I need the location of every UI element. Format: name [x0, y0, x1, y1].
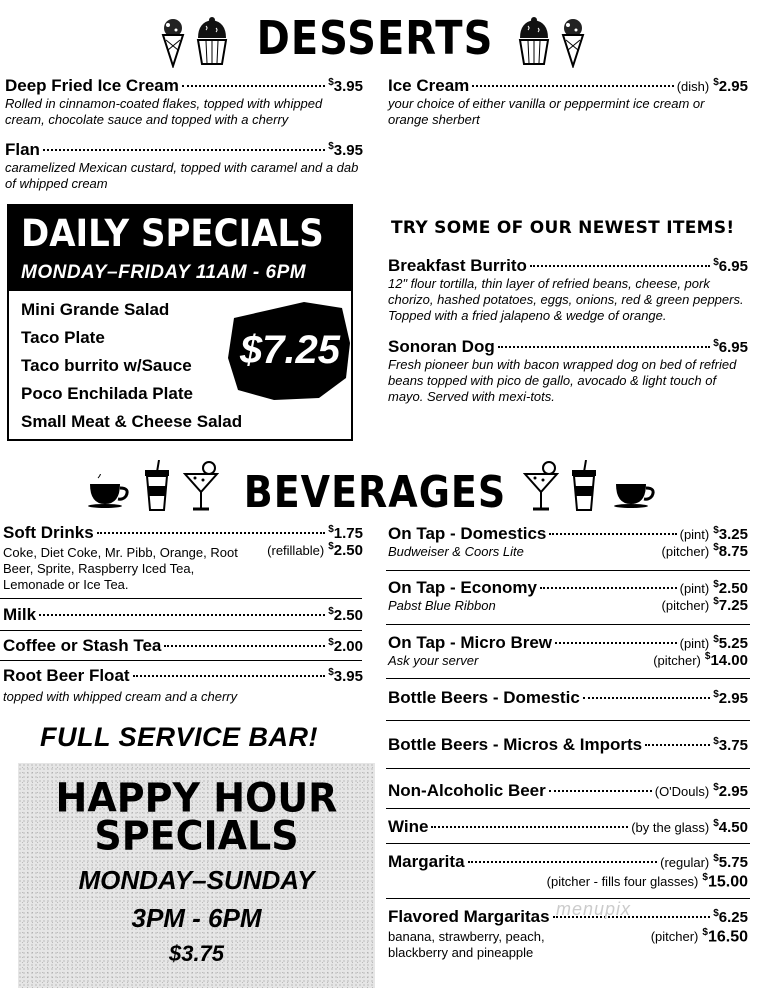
item-name: Non-Alcoholic Beer — [388, 781, 546, 800]
item-name: Root Beer Float — [3, 666, 130, 685]
item-price: 2.95 — [718, 690, 748, 707]
item-name: Bottle Beers - Domestic — [388, 688, 580, 707]
item-price: 7.25 — [718, 597, 748, 614]
item-price: 6.25 — [718, 909, 748, 926]
coffee-cup-icon — [612, 474, 658, 513]
desserts-title: DESSERTS — [256, 12, 494, 66]
divider — [386, 678, 750, 679]
item-name: Margarita — [388, 852, 465, 871]
item-size-note: (O'Douls) — [654, 784, 710, 799]
leader-dots — [431, 826, 628, 828]
item-price: 3.25 — [718, 526, 748, 543]
item-price: 3.75 — [718, 737, 748, 754]
cupcake-icon — [516, 16, 552, 71]
menu-item: Bottle Beers - Micros & Imports $3.75 — [388, 735, 748, 754]
item-name: Flan — [5, 140, 40, 159]
leader-dots — [645, 744, 710, 746]
special-item: Poco Enchilada Plate — [21, 384, 193, 403]
happy-hour-price: $3.75 — [168, 941, 225, 966]
happy-hour-title: HAPPY HOUR — [55, 774, 338, 822]
divider — [386, 720, 750, 721]
soda-cup-icon — [570, 460, 598, 517]
menu-item: Wine (by the glass) $4.50 — [388, 817, 748, 836]
leader-dots — [97, 532, 326, 534]
item-price: 15.00 — [707, 873, 748, 891]
item-price: 16.50 — [707, 928, 748, 946]
leader-dots — [468, 861, 658, 863]
special-item: Taco Plate — [21, 328, 105, 347]
ice-cream-cone-icon — [560, 18, 586, 73]
divider — [0, 598, 362, 599]
leader-dots — [472, 85, 673, 87]
divider — [0, 660, 362, 661]
item-size-note: (pint) — [679, 527, 710, 542]
menu-item: Flan $3.95 — [5, 140, 363, 159]
menu-item: Sonoran Dog $6.95 — [388, 337, 748, 356]
item-price: 2.50 — [333, 542, 363, 559]
menu-item-refill: (refillable) $2.50 — [267, 541, 363, 559]
menu-item-pitcher: (pitcher) $16.50 — [650, 927, 748, 946]
item-description: Pabst Blue Ribbon — [388, 598, 496, 613]
item-description: 12" flour tortilla, thin layer of refried beans, cheese, pork chorizo, hashed potatoes, eggs, onions, red & green peppers. Topped with a fried jalapeno & wedge of orange. — [388, 276, 744, 323]
daily-specials-box — [7, 204, 353, 441]
divider — [386, 843, 750, 844]
divider — [386, 808, 750, 809]
item-price: 3.95 — [333, 142, 363, 159]
item-description: topped with whipped cream and a cherry — [3, 689, 238, 704]
menu-item-pitcher: (pitcher - fills four glasses) $15.00 — [546, 872, 748, 891]
item-name: On Tap - Domestics — [388, 524, 547, 543]
item-size-note: (pitcher) — [661, 544, 710, 559]
menu-item: Milk $2.50 — [3, 605, 363, 624]
cocktail-glass-icon — [523, 460, 559, 517]
item-price: 6.95 — [718, 258, 748, 275]
menu-item: Deep Fried Ice Cream $3.95 — [5, 76, 363, 95]
leader-dots — [39, 614, 325, 616]
item-name: Flavored Margaritas — [388, 907, 550, 926]
divider — [386, 570, 750, 571]
item-size-note: (pitcher) — [650, 929, 699, 945]
leader-dots — [549, 533, 676, 535]
item-size-note: (pitcher) — [653, 653, 701, 668]
item-name: Soft Drinks — [3, 523, 94, 542]
item-price: 1.75 — [333, 525, 363, 542]
leader-dots — [530, 265, 710, 267]
ice-cream-cone-icon — [160, 18, 186, 73]
happy-hour-days: MONDAY–SUNDAY — [78, 865, 315, 895]
menu-item: Coffee or Stash Tea $2.00 — [3, 636, 363, 655]
daily-specials-header — [9, 206, 351, 291]
leader-dots — [583, 697, 710, 699]
special-item: Taco burrito w/Sauce — [21, 356, 192, 375]
beverages-title: BEVERAGES — [243, 466, 507, 518]
item-description: Fresh pioneer bun with bacon wrapped dog on bed of refried beans topped with pico de gallo, avocado & light touch of mayo. Served with mexi-tots. — [388, 357, 737, 404]
menu-item: Soft Drinks $1.75 — [3, 523, 363, 542]
leader-dots — [164, 645, 325, 647]
leader-dots — [555, 642, 677, 644]
soda-cup-icon — [143, 460, 171, 517]
item-price: 2.50 — [333, 607, 363, 624]
item-price: 2.50 — [718, 580, 748, 597]
item-name: Breakfast Burrito — [388, 256, 527, 275]
item-description: Ask your server — [388, 653, 479, 668]
item-description: Coke, Diet Coke, Mr. Pibb, Orange, Root Beer, Sprite, Raspberry Iced Tea, Lemonade or Ice Tea. — [3, 545, 238, 592]
menu-item: Bottle Beers - Domestic $2.95 — [388, 688, 748, 707]
daily-specials-hours: MONDAY–FRIDAY 11AM - 6PM — [21, 262, 307, 283]
item-price: 4.50 — [718, 819, 748, 836]
item-description: Rolled in cinnamon-coated flakes, topped with whipped cream, chocolate sauce and topped with a cherry — [5, 96, 323, 127]
item-description: Budweiser & Coors Lite — [388, 544, 524, 559]
menu-item: Non-Alcoholic Beer (O'Douls) $2.95 — [388, 781, 748, 800]
specials-price: $7.25 — [239, 328, 341, 372]
menu-item: On Tap - Domestics (pint) $3.25 — [388, 524, 748, 543]
specials-price-burst — [224, 298, 354, 404]
divider — [0, 630, 362, 631]
item-price: 3.95 — [333, 668, 363, 685]
menu-item: On Tap - Economy (pint) $2.50 — [388, 578, 748, 597]
full-service-bar-banner: FULL SERVICE BAR! — [40, 722, 319, 752]
item-name: Wine — [388, 817, 429, 836]
happy-hour-time: 3PM - 6PM — [131, 903, 262, 933]
divider — [386, 624, 750, 625]
item-size-note: (refillable) — [267, 543, 325, 558]
item-price: 2.95 — [718, 78, 748, 95]
menu-item: Ice Cream (dish) $2.95 — [388, 76, 748, 95]
menu-item: Root Beer Float $3.95 — [3, 666, 363, 685]
item-size-note: (pitcher - fills four glasses) — [546, 874, 699, 890]
item-name: On Tap - Economy — [388, 578, 537, 597]
menu-item: Flavored Margaritas $6.25 — [388, 907, 748, 926]
coffee-cup-icon — [86, 474, 132, 513]
item-price: 6.95 — [718, 339, 748, 356]
special-item: Small Meat & Cheese Salad — [21, 412, 243, 431]
item-name: Milk — [3, 605, 37, 624]
item-size-note: (dish) — [676, 79, 710, 94]
item-price: 8.75 — [718, 543, 748, 560]
item-name: Deep Fried Ice Cream — [5, 76, 179, 95]
item-price: 5.75 — [718, 854, 748, 871]
happy-hour-title-2: SPECIALS — [94, 812, 299, 860]
leader-dots — [540, 587, 677, 589]
menu-item-pitcher: Pabst Blue Ribbon (pitcher) $7.25 — [388, 596, 748, 614]
item-name: Ice Cream — [388, 76, 470, 95]
item-description: banana, strawberry, peach, blackberry and pineapple — [388, 929, 545, 960]
leader-dots — [182, 85, 325, 87]
item-size-note: (pint) — [679, 636, 710, 651]
leader-dots — [43, 149, 325, 151]
item-description: caramelized Mexican custard, topped with caramel and a dab of whipped cream — [5, 160, 359, 191]
item-name: Bottle Beers - Micros & Imports — [388, 735, 643, 754]
item-price: 3.95 — [333, 78, 363, 95]
item-name: Sonoran Dog — [388, 337, 495, 356]
item-price: 2.00 — [333, 638, 363, 655]
item-size-note: (regular) — [660, 855, 710, 870]
menu-item-pitcher: Budweiser & Coors Lite (pitcher) $8.75 — [388, 542, 748, 560]
menu-item: Breakfast Burrito $6.95 — [388, 256, 748, 275]
daily-specials-title: DAILY SPECIALS — [21, 212, 324, 256]
menu-item: On Tap - Micro Brew (pint) $5.25 — [388, 633, 748, 652]
item-price: 14.00 — [710, 652, 748, 669]
item-description: your choice of either vanilla or peppermint ice cream or orange sherbert — [388, 96, 705, 127]
watermark: menupix — [556, 899, 632, 919]
cocktail-glass-icon — [183, 460, 219, 517]
newest-items-title: TRY SOME OF OUR NEWEST ITEMS! — [391, 218, 735, 238]
menu-item: Margarita (regular) $5.75 — [388, 852, 748, 871]
leader-dots — [549, 790, 652, 792]
item-size-note: (pint) — [679, 581, 710, 596]
leader-dots — [133, 675, 326, 677]
item-size-note: (by the glass) — [631, 820, 710, 835]
item-price: 2.95 — [718, 783, 748, 800]
menu-item-pitcher: Ask your server (pitcher) $14.00 — [388, 651, 748, 669]
leader-dots — [498, 346, 711, 348]
happy-hour-box — [18, 763, 375, 988]
item-size-note: (pitcher) — [661, 598, 710, 613]
item-name: Coffee or Stash Tea — [3, 636, 162, 655]
special-item: Mini Grande Salad — [21, 300, 170, 319]
item-price: 5.25 — [718, 635, 748, 652]
cupcake-icon — [194, 16, 230, 71]
divider — [386, 768, 750, 769]
item-name: On Tap - Micro Brew — [388, 633, 553, 652]
